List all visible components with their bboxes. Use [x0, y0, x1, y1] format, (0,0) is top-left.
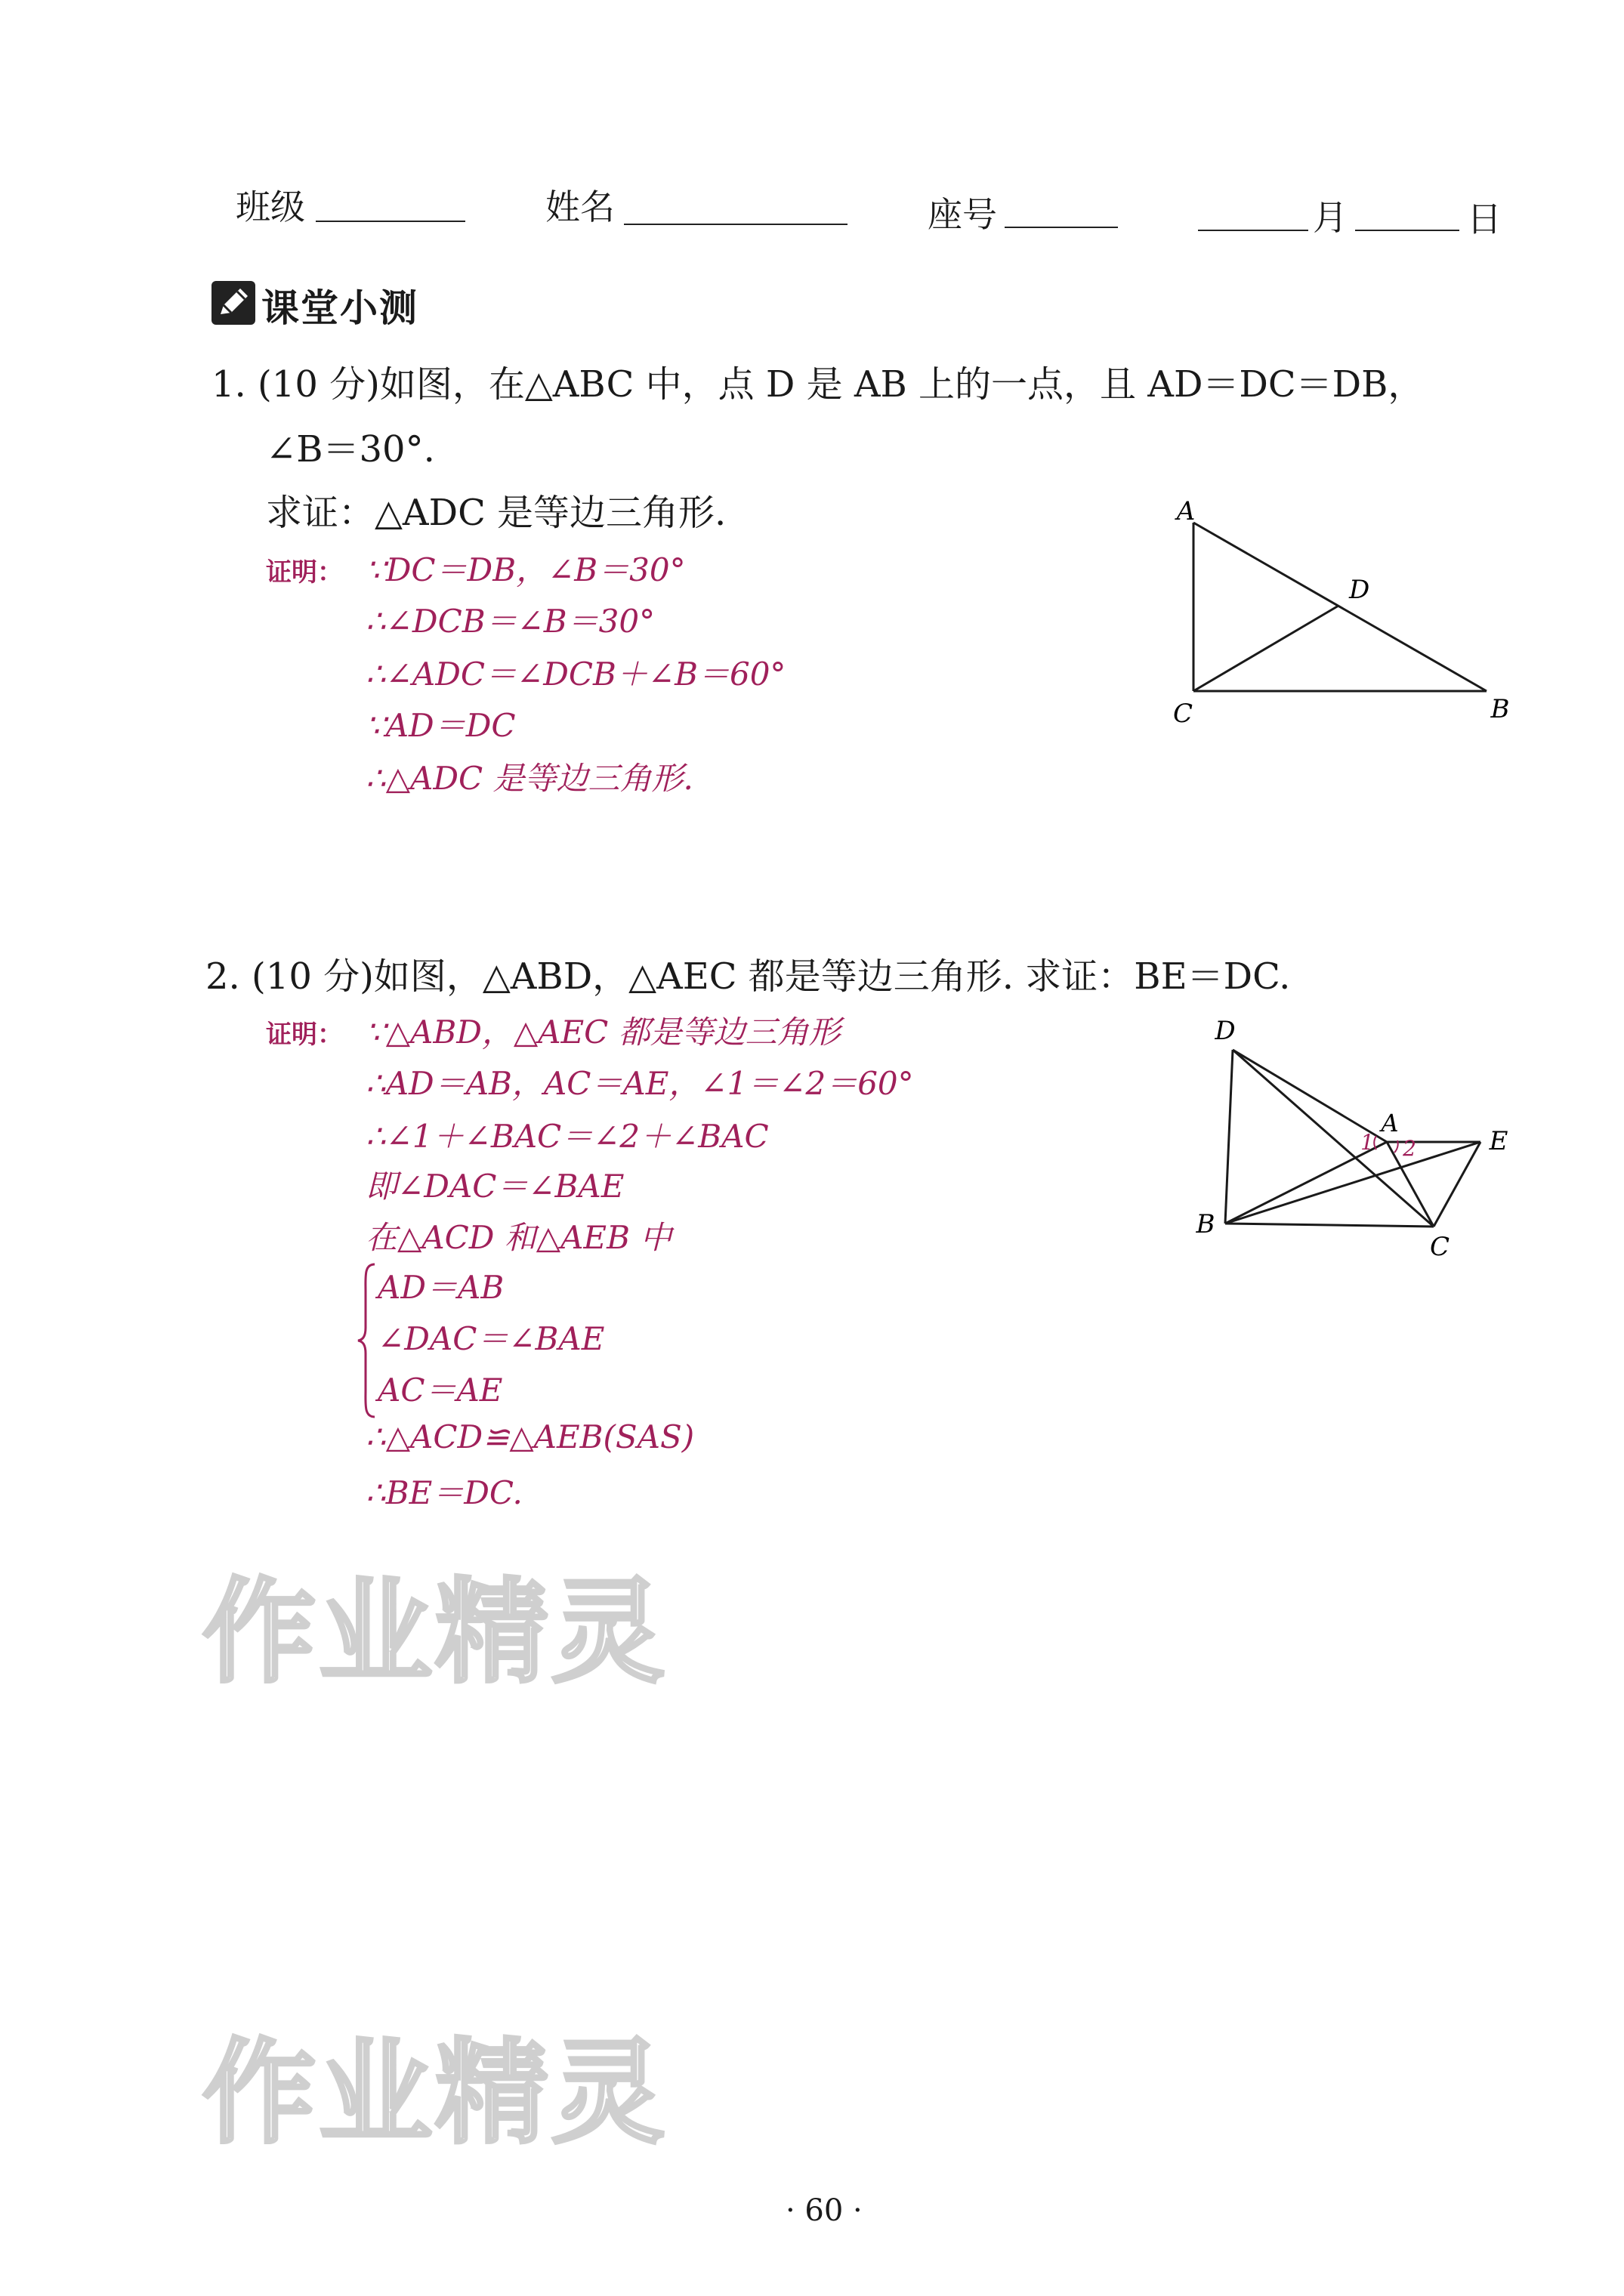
label-angle-1: 1	[1360, 1130, 1374, 1155]
q2-answer-label: 证明：	[266, 1020, 343, 1050]
q1-answer-line-1: ∵DC＝DB，∠B＝30°	[366, 551, 686, 588]
segment-bc	[1225, 1224, 1434, 1227]
label-angle-2: 2	[1403, 1136, 1416, 1161]
q2-answer-line-3: ∴∠1＋∠BAC＝∠2＋∠BAC	[366, 1118, 769, 1155]
label-d: D	[1215, 1016, 1236, 1046]
q2-conclusion-line-2: ∴BE＝DC.	[366, 1474, 523, 1511]
q1-answer-line-3: ∴∠ADC＝∠DCB＋∠B＝60°	[366, 656, 786, 693]
q1-answer-label: 证明：	[266, 557, 343, 588]
q1-line3: 求证：△ADC 是等边三角形.	[266, 492, 727, 534]
q2-conclusion-line-1: ∴△ACD≌△AEB(SAS)	[366, 1418, 695, 1455]
q2-system-line-2: ∠DAC＝∠BAE	[378, 1320, 605, 1357]
q1-answer-line-4: ∵AD＝DC	[366, 707, 516, 744]
label-c: C	[1172, 699, 1193, 729]
label-a: A	[1381, 1109, 1399, 1137]
watermark-2: 作业精灵	[202, 2028, 668, 2159]
section-title: 课堂小测	[261, 286, 418, 330]
label-d: D	[1349, 575, 1370, 605]
q2-answer-line-4: 即∠DAC＝∠BAE	[366, 1168, 625, 1205]
q1-line2: ∠B＝30°.	[266, 428, 435, 471]
q2-figure	[1178, 1004, 1533, 1269]
q2-answer-line-5: 在△ACD 和△AEB 中	[366, 1219, 672, 1256]
q2-line1: 2. (10 分)如图，△ABD，△AEC 都是等边三角形. 求证：BE＝DC.	[205, 955, 1291, 998]
segment-db	[1225, 1050, 1233, 1224]
label-e: E	[1489, 1126, 1508, 1156]
name-blank	[624, 224, 848, 225]
label-b: B	[1196, 1209, 1215, 1239]
q2-system-line-1: AD＝AB	[378, 1269, 505, 1306]
label-b: B	[1490, 694, 1510, 724]
q1-figure	[1163, 483, 1526, 733]
q1-answer-line-5: ∴△ADC 是等边三角形.	[366, 760, 693, 797]
label-c: C	[1429, 1232, 1450, 1262]
label-a: A	[1176, 496, 1196, 526]
q1-answer-line-2: ∴∠DCB＝∠B＝30°	[366, 603, 656, 640]
watermark-1: 作业精灵	[202, 1567, 668, 1699]
day-blank	[1355, 230, 1459, 231]
pencil-icon	[211, 281, 255, 325]
q2-answer-line-1: ∵△ABD，△AEC 都是等边三角形	[366, 1014, 841, 1051]
month-blank	[1198, 230, 1308, 231]
name-label: 姓名	[545, 187, 615, 227]
page-number: · 60 ·	[786, 2193, 863, 2228]
class-blank	[316, 221, 465, 222]
q2-answer-line-2: ∴AD＝AB，AC＝AE，∠1＝∠2＝60°	[366, 1065, 914, 1102]
q2-brace-icon	[355, 1261, 378, 1420]
q2-system-line-3: AC＝AE	[378, 1372, 503, 1409]
month-label: 月	[1313, 197, 1348, 238]
q1-answer	[266, 551, 343, 588]
day-label: 日	[1467, 199, 1502, 239]
segment-da	[1233, 1050, 1387, 1142]
segment-cd	[1193, 606, 1338, 691]
seat-blank	[1005, 227, 1118, 228]
seat-label: 座号	[928, 194, 997, 235]
q2-answer	[266, 1014, 343, 1051]
class-label: 班级	[236, 187, 305, 227]
q1-line1: 1. (10 分)如图，在△ABC 中，点 D 是 AB 上的一点，且 AD＝DC＝DB，	[211, 363, 1425, 406]
